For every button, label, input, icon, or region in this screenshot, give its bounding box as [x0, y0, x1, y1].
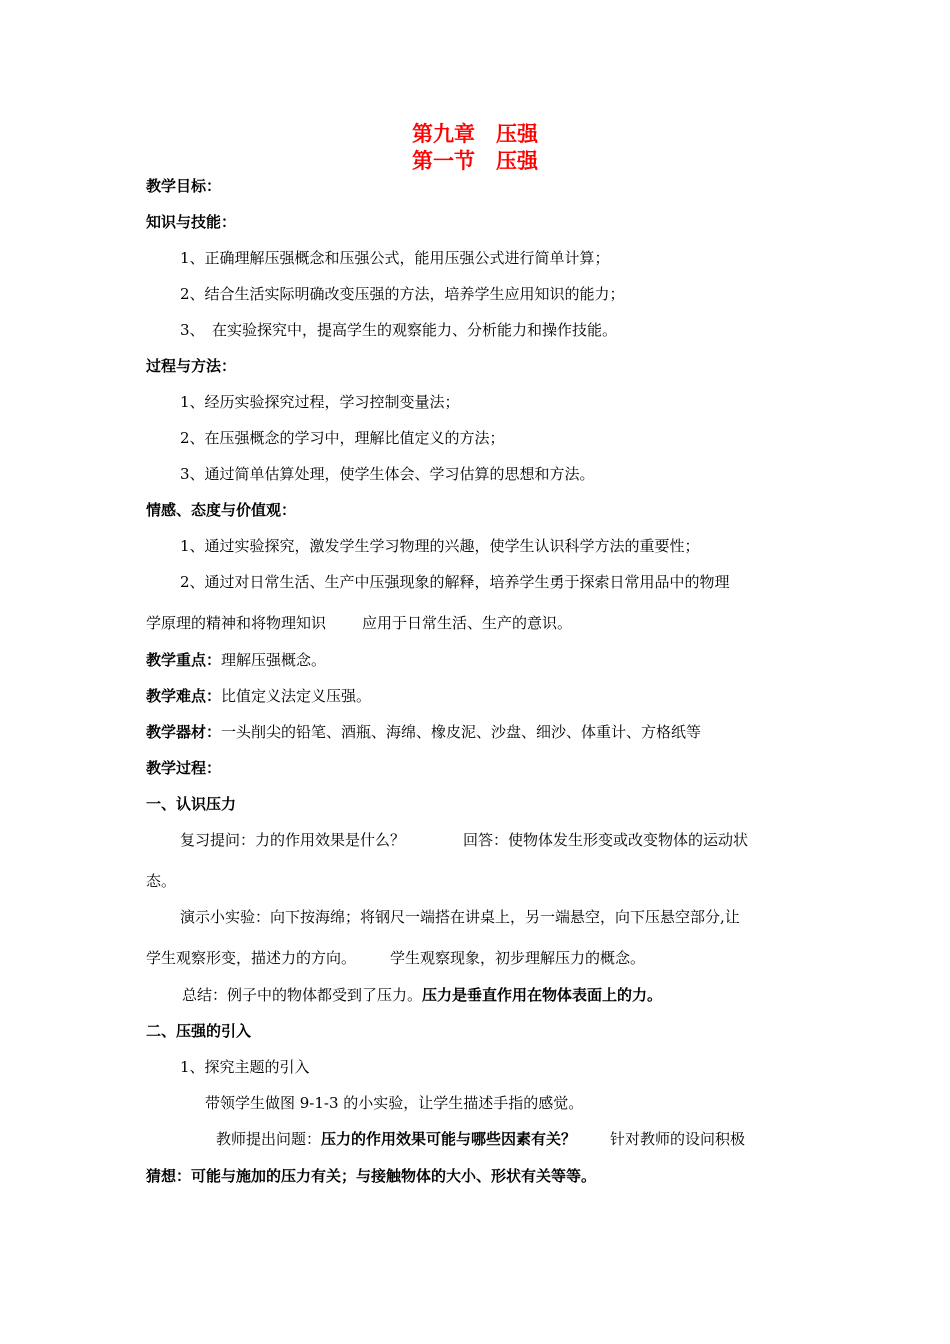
- summary-line: [182, 985, 662, 1005]
- key-point-label: 教学重点：: [146, 651, 222, 669]
- demo-line-2-a: 学生观察形变，描述力的方向。: [146, 949, 357, 967]
- difficulty: [146, 686, 371, 706]
- part2-heading: 二、压强的引入: [146, 1022, 252, 1040]
- part2-lead: 带领学生做图 9-1-3 的小实验，让学生描述手指的感觉。: [205, 1094, 584, 1112]
- review-question: 复习提问：力的作用效果是什么？: [180, 831, 406, 849]
- equipment-text: 一头削尖的铅笔、酒瓶、海绵、橡皮泥、沙盘、细沙、体重计、方格纸等: [221, 723, 702, 741]
- knowledge-heading: 知识与技能：: [146, 213, 237, 231]
- review-question-line: [180, 830, 748, 850]
- summary-bold: 压力是垂直作用在物体表面上的力。: [422, 986, 663, 1004]
- emotion-item-2-part-a: 学原理的精神和将物理知识: [146, 614, 327, 632]
- objectives-heading: 教学目标：: [146, 177, 222, 195]
- summary-normal: 总结：例子中的物体都受到了压力。: [182, 986, 423, 1004]
- guess-line: 猜想：可能与施加的压力有关；与接触物体的大小、形状有关等等。: [146, 1167, 597, 1185]
- knowledge-item-1: 1、正确理解压强概念和压强公式，能用压强公式进行简单计算；: [180, 249, 610, 267]
- key-point: [146, 650, 326, 670]
- chapter-title: 第九章 压强: [412, 121, 538, 146]
- emotion-item-1: 1、通过实验探究，激发学生学习物理的兴趣，使学生认识科学方法的重要性；: [180, 537, 700, 555]
- process-item-3: 3、通过简单估算处理，使学生体会、学习估算的思想和方法。: [180, 465, 595, 483]
- demo-line-2: [146, 948, 645, 968]
- review-answer-cont: 态。: [146, 872, 177, 890]
- process-item-2: 2、在压强概念的学习中，理解比值定义的方法；: [180, 429, 505, 447]
- equipment-label: 教学器材：: [146, 723, 222, 741]
- equipment: [146, 722, 701, 742]
- section-title: 第一节 压强: [412, 148, 538, 173]
- part1-heading: 一、认识压力: [146, 795, 237, 813]
- teacher-question-label: 教师提出问题：: [216, 1130, 322, 1148]
- emotion-item-2-part-b: 应用于日常生活、生产的意识。: [362, 614, 573, 632]
- knowledge-item-2: 2、结合生活实际明确改变压强的方法，培养学生应用知识的能力；: [180, 285, 625, 303]
- emotion-item-2-line-1: 2、通过对日常生活、生产中压强现象的解释，培养学生勇于探索日常用品中的物理: [180, 573, 730, 591]
- process-item-1: 1、经历实验探究过程，学习控制变量法；: [180, 393, 460, 411]
- difficulty-text: 比值定义法定义压强。: [221, 687, 372, 705]
- teacher-question-bold: 压力的作用效果可能与哪些因素有关？: [321, 1130, 577, 1148]
- teaching-process-heading: 教学过程：: [146, 759, 222, 777]
- knowledge-item-3: 3、 在实验探究中，提高学生的观察能力、分析能力和操作技能。: [180, 321, 618, 339]
- key-point-text: 理解压强概念。: [221, 651, 327, 669]
- difficulty-label: 教学难点：: [146, 687, 222, 705]
- teacher-question-tail: 针对教师的设问积极: [610, 1130, 746, 1148]
- emotion-heading: 情感、态度与价值观：: [146, 501, 297, 519]
- emotion-item-2-line-2: [146, 613, 572, 633]
- demo-line-2-b: 学生观察现象，初步理解压力的概念。: [390, 949, 646, 967]
- teacher-question-line: [216, 1129, 745, 1149]
- process-method-heading: 过程与方法：: [146, 357, 237, 375]
- part2-sub-1: 1、探究主题的引入: [180, 1058, 310, 1076]
- demo-line-1: 演示小实验：向下按海绵；将钢尺一端搭在讲桌上，另一端悬空，向下压悬空部分,让: [180, 908, 740, 926]
- review-answer: 回答：使物体发生形变或改变物体的运动状: [463, 831, 749, 849]
